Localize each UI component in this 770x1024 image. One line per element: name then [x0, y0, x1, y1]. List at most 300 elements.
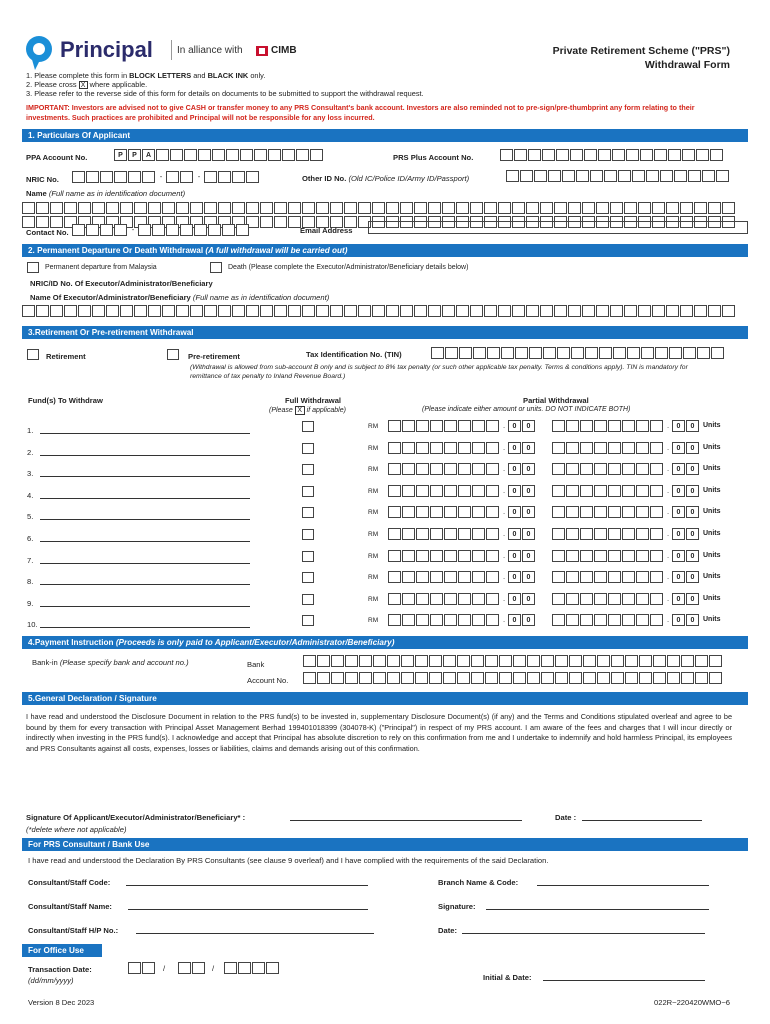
tin-char[interactable] — [627, 347, 640, 359]
unit-digit[interactable] — [636, 485, 649, 497]
amount-digit[interactable] — [416, 528, 429, 540]
other-id-char[interactable] — [562, 170, 575, 182]
ppa-digit[interactable] — [254, 149, 267, 161]
name-char[interactable] — [638, 202, 651, 214]
full-withdrawal-checkbox[interactable] — [302, 594, 314, 605]
name-char[interactable] — [36, 216, 49, 228]
amount-digit[interactable] — [402, 528, 415, 540]
bank-char[interactable] — [345, 655, 358, 667]
amount-digit[interactable] — [458, 593, 471, 605]
prs-plus-account-boxes[interactable] — [500, 149, 724, 161]
unit-digit[interactable] — [594, 485, 607, 497]
exec-name-char[interactable] — [288, 305, 301, 317]
unit-digit[interactable] — [622, 420, 635, 432]
bank-char[interactable] — [387, 655, 400, 667]
units-boxes[interactable] — [552, 528, 721, 540]
unit-digit[interactable] — [622, 614, 635, 626]
amount-digit[interactable] — [458, 550, 471, 562]
account-char[interactable] — [429, 672, 442, 684]
amount-digit[interactable] — [402, 485, 415, 497]
other-id-char[interactable] — [520, 170, 533, 182]
contact-digit[interactable] — [222, 224, 235, 236]
unit-digit[interactable] — [580, 506, 593, 518]
tin-char[interactable] — [697, 347, 710, 359]
unit-digit[interactable] — [636, 593, 649, 605]
bank-char[interactable] — [583, 655, 596, 667]
contact-digit[interactable] — [114, 224, 127, 236]
name-char[interactable] — [22, 202, 35, 214]
exec-name-char[interactable] — [554, 305, 567, 317]
unit-digit[interactable] — [622, 593, 635, 605]
unit-digit[interactable] — [594, 420, 607, 432]
name-char[interactable] — [134, 202, 147, 214]
name-char[interactable] — [372, 202, 385, 214]
contact-digit[interactable] — [138, 224, 151, 236]
nric-boxes[interactable] — [72, 171, 260, 183]
tin-char[interactable] — [571, 347, 584, 359]
name-char[interactable] — [414, 202, 427, 214]
account-char[interactable] — [345, 672, 358, 684]
account-char[interactable] — [443, 672, 456, 684]
amount-digit[interactable] — [458, 463, 471, 475]
unit-digit[interactable] — [552, 485, 565, 497]
account-char[interactable] — [303, 672, 316, 684]
exec-name-char[interactable] — [680, 305, 693, 317]
bank-char[interactable] — [681, 655, 694, 667]
ppa-digit[interactable] — [156, 149, 169, 161]
full-withdrawal-checkbox[interactable] — [302, 551, 314, 562]
other-id-char[interactable] — [660, 170, 673, 182]
name-char[interactable] — [526, 202, 539, 214]
amount-digit[interactable] — [486, 550, 499, 562]
amount-digit[interactable] — [458, 571, 471, 583]
prs-digit[interactable] — [528, 149, 541, 161]
unit-digit[interactable] — [552, 550, 565, 562]
other-id-char[interactable] — [590, 170, 603, 182]
name-char[interactable] — [106, 202, 119, 214]
prs-digit[interactable] — [710, 149, 723, 161]
txn-day[interactable] — [142, 962, 155, 974]
units-boxes[interactable] — [552, 593, 721, 605]
tin-char[interactable] — [501, 347, 514, 359]
amount-digit[interactable] — [472, 485, 485, 497]
other-id-char[interactable] — [674, 170, 687, 182]
nric-digit[interactable] — [204, 171, 217, 183]
amount-digit[interactable] — [486, 485, 499, 497]
name-char[interactable] — [260, 216, 273, 228]
signature-line[interactable] — [290, 820, 522, 821]
amount-digit[interactable] — [430, 485, 443, 497]
prs-digit[interactable] — [696, 149, 709, 161]
exec-name-boxes[interactable] — [22, 305, 736, 317]
name-char[interactable] — [666, 202, 679, 214]
tin-char[interactable] — [711, 347, 724, 359]
exec-name-char[interactable] — [540, 305, 553, 317]
contact-digit[interactable] — [152, 224, 165, 236]
exec-name-char[interactable] — [666, 305, 679, 317]
bank-char[interactable] — [401, 655, 414, 667]
amount-boxes[interactable] — [388, 550, 536, 562]
account-char[interactable] — [359, 672, 372, 684]
unit-digit[interactable] — [580, 614, 593, 626]
account-char[interactable] — [401, 672, 414, 684]
amount-digit[interactable] — [472, 463, 485, 475]
exec-name-char[interactable] — [708, 305, 721, 317]
consultant-name-line[interactable] — [128, 909, 368, 910]
unit-digit[interactable] — [552, 614, 565, 626]
unit-digit[interactable] — [608, 614, 621, 626]
txn-year[interactable] — [224, 962, 237, 974]
units-boxes[interactable] — [552, 614, 721, 626]
unit-digit[interactable] — [650, 550, 663, 562]
amount-digit[interactable] — [416, 571, 429, 583]
tin-char[interactable] — [529, 347, 542, 359]
contact-digit[interactable] — [100, 224, 113, 236]
exec-name-char[interactable] — [22, 305, 35, 317]
amount-digit[interactable] — [472, 571, 485, 583]
tin-char[interactable] — [487, 347, 500, 359]
account-char[interactable] — [709, 672, 722, 684]
ppa-digit[interactable] — [240, 149, 253, 161]
fund-name-line[interactable] — [40, 455, 250, 456]
name-char[interactable] — [582, 202, 595, 214]
consultant-hp-line[interactable] — [136, 933, 374, 934]
unit-digit[interactable] — [622, 463, 635, 475]
tin-char[interactable] — [445, 347, 458, 359]
ppa-digit[interactable] — [198, 149, 211, 161]
unit-digit[interactable] — [636, 420, 649, 432]
unit-digit[interactable] — [622, 571, 635, 583]
bank-char[interactable] — [611, 655, 624, 667]
name-char[interactable] — [428, 202, 441, 214]
unit-digit[interactable] — [608, 571, 621, 583]
exec-name-char[interactable] — [358, 305, 371, 317]
units-boxes[interactable] — [552, 506, 721, 518]
name-boxes-row1[interactable] — [22, 202, 736, 214]
exec-name-char[interactable] — [638, 305, 651, 317]
exec-name-char[interactable] — [92, 305, 105, 317]
amount-digit[interactable] — [444, 420, 457, 432]
unit-digit[interactable] — [622, 506, 635, 518]
account-char[interactable] — [485, 672, 498, 684]
amount-digit[interactable] — [472, 550, 485, 562]
exec-name-char[interactable] — [274, 305, 287, 317]
prs-digit[interactable] — [626, 149, 639, 161]
amount-digit[interactable] — [430, 506, 443, 518]
exec-name-char[interactable] — [148, 305, 161, 317]
fund-name-line[interactable] — [40, 627, 250, 628]
prs-digit[interactable] — [612, 149, 625, 161]
account-char[interactable] — [317, 672, 330, 684]
amount-digit[interactable] — [388, 420, 401, 432]
name-char[interactable] — [470, 202, 483, 214]
unit-digit[interactable] — [622, 442, 635, 454]
amount-digit[interactable] — [444, 593, 457, 605]
amount-boxes[interactable] — [388, 571, 536, 583]
nric-digit[interactable] — [114, 171, 127, 183]
exec-name-char[interactable] — [330, 305, 343, 317]
account-char[interactable] — [513, 672, 526, 684]
exec-name-char[interactable] — [694, 305, 707, 317]
exec-name-char[interactable] — [652, 305, 665, 317]
exec-name-char[interactable] — [120, 305, 133, 317]
unit-digit[interactable] — [650, 528, 663, 540]
amount-digit[interactable] — [388, 485, 401, 497]
amount-digit[interactable] — [458, 442, 471, 454]
unit-digit[interactable] — [580, 550, 593, 562]
fund-name-line[interactable] — [40, 584, 250, 585]
unit-digit[interactable] — [580, 571, 593, 583]
account-char[interactable] — [597, 672, 610, 684]
unit-digit[interactable] — [608, 528, 621, 540]
unit-digit[interactable] — [608, 485, 621, 497]
amount-digit[interactable] — [486, 506, 499, 518]
nric-digit[interactable] — [86, 171, 99, 183]
txn-year[interactable] — [252, 962, 265, 974]
unit-digit[interactable] — [566, 528, 579, 540]
ppa-digit[interactable] — [268, 149, 281, 161]
bank-char[interactable] — [415, 655, 428, 667]
units-boxes[interactable] — [552, 485, 721, 497]
account-char[interactable] — [667, 672, 680, 684]
exec-name-char[interactable] — [470, 305, 483, 317]
bank-char[interactable] — [625, 655, 638, 667]
name-char[interactable] — [456, 202, 469, 214]
unit-digit[interactable] — [552, 463, 565, 475]
unit-digit[interactable] — [566, 571, 579, 583]
unit-digit[interactable] — [650, 420, 663, 432]
amount-digit[interactable] — [486, 420, 499, 432]
name-char[interactable] — [246, 202, 259, 214]
amount-boxes[interactable] — [388, 463, 536, 475]
unit-digit[interactable] — [622, 550, 635, 562]
name-char[interactable] — [50, 202, 63, 214]
unit-digit[interactable] — [566, 420, 579, 432]
amount-digit[interactable] — [458, 528, 471, 540]
unit-digit[interactable] — [594, 506, 607, 518]
unit-digit[interactable] — [608, 550, 621, 562]
exec-name-char[interactable] — [190, 305, 203, 317]
contact-digit[interactable] — [194, 224, 207, 236]
unit-digit[interactable] — [566, 506, 579, 518]
amount-boxes[interactable] — [388, 528, 536, 540]
prs-digit[interactable] — [668, 149, 681, 161]
branch-line[interactable] — [537, 885, 709, 886]
amount-digit[interactable] — [416, 420, 429, 432]
other-id-char[interactable] — [646, 170, 659, 182]
prs-digit[interactable] — [500, 149, 513, 161]
exec-name-char[interactable] — [162, 305, 175, 317]
amount-digit[interactable] — [486, 463, 499, 475]
fund-name-line[interactable] — [40, 606, 250, 607]
amount-digit[interactable] — [388, 550, 401, 562]
bank-char[interactable] — [485, 655, 498, 667]
account-char[interactable] — [527, 672, 540, 684]
tin-char[interactable] — [459, 347, 472, 359]
amount-digit[interactable] — [430, 571, 443, 583]
amount-digit[interactable] — [444, 550, 457, 562]
unit-digit[interactable] — [552, 420, 565, 432]
bank-char[interactable] — [555, 655, 568, 667]
amount-digit[interactable] — [388, 528, 401, 540]
consultant-date-line[interactable] — [462, 933, 705, 934]
txn-day[interactable] — [128, 962, 141, 974]
full-withdrawal-checkbox[interactable] — [302, 464, 314, 475]
bank-char[interactable] — [471, 655, 484, 667]
unit-digit[interactable] — [594, 528, 607, 540]
unit-digit[interactable] — [580, 485, 593, 497]
bank-char[interactable] — [443, 655, 456, 667]
units-boxes[interactable] — [552, 442, 721, 454]
prs-digit[interactable] — [640, 149, 653, 161]
name-char[interactable] — [652, 202, 665, 214]
name-char[interactable] — [64, 202, 77, 214]
txn-day-boxes[interactable] — [128, 962, 156, 974]
nric-digit[interactable] — [128, 171, 141, 183]
amount-digit[interactable] — [486, 442, 499, 454]
name-char[interactable] — [442, 202, 455, 214]
amount-digit[interactable] — [388, 593, 401, 605]
unit-digit[interactable] — [608, 506, 621, 518]
other-id-boxes[interactable] — [506, 170, 730, 182]
name-char[interactable] — [148, 202, 161, 214]
fund-name-line[interactable] — [40, 498, 250, 499]
amount-digit[interactable] — [486, 614, 499, 626]
unit-digit[interactable] — [636, 506, 649, 518]
bank-char[interactable] — [457, 655, 470, 667]
units-boxes[interactable] — [552, 550, 721, 562]
email-input[interactable] — [368, 221, 748, 234]
other-id-char[interactable] — [618, 170, 631, 182]
name-char[interactable] — [302, 202, 315, 214]
txn-month[interactable] — [192, 962, 205, 974]
tin-char[interactable] — [599, 347, 612, 359]
amount-digit[interactable] — [486, 593, 499, 605]
txn-year[interactable] — [238, 962, 251, 974]
exec-name-char[interactable] — [386, 305, 399, 317]
unit-digit[interactable] — [566, 593, 579, 605]
amount-boxes[interactable] — [388, 506, 536, 518]
permanent-departure-checkbox[interactable] — [27, 262, 39, 273]
amount-digit[interactable] — [430, 442, 443, 454]
name-char[interactable] — [232, 202, 245, 214]
exec-name-char[interactable] — [260, 305, 273, 317]
prs-digit[interactable] — [598, 149, 611, 161]
unit-digit[interactable] — [636, 463, 649, 475]
bank-char[interactable] — [569, 655, 582, 667]
amount-digit[interactable] — [444, 571, 457, 583]
name-char[interactable] — [274, 216, 287, 228]
amount-digit[interactable] — [458, 485, 471, 497]
amount-digit[interactable] — [472, 528, 485, 540]
contact-digit[interactable] — [180, 224, 193, 236]
unit-digit[interactable] — [650, 463, 663, 475]
txn-year-boxes[interactable] — [224, 962, 280, 974]
name-char[interactable] — [400, 202, 413, 214]
prs-digit[interactable] — [682, 149, 695, 161]
tin-char[interactable] — [683, 347, 696, 359]
unit-digit[interactable] — [580, 420, 593, 432]
amount-digit[interactable] — [402, 571, 415, 583]
unit-digit[interactable] — [580, 442, 593, 454]
amount-digit[interactable] — [402, 442, 415, 454]
name-char[interactable] — [50, 216, 63, 228]
amount-digit[interactable] — [416, 550, 429, 562]
amount-digit[interactable] — [388, 571, 401, 583]
unit-digit[interactable] — [636, 442, 649, 454]
exec-name-char[interactable] — [512, 305, 525, 317]
amount-digit[interactable] — [444, 442, 457, 454]
contact-boxes[interactable] — [72, 224, 250, 236]
unit-digit[interactable] — [636, 571, 649, 583]
name-char[interactable] — [344, 202, 357, 214]
prs-digit[interactable] — [654, 149, 667, 161]
name-char[interactable] — [218, 202, 231, 214]
other-id-char[interactable] — [702, 170, 715, 182]
unit-digit[interactable] — [594, 593, 607, 605]
exec-name-char[interactable] — [36, 305, 49, 317]
amount-digit[interactable] — [430, 420, 443, 432]
tin-char[interactable] — [557, 347, 570, 359]
fund-name-line[interactable] — [40, 563, 250, 564]
exec-name-char[interactable] — [722, 305, 735, 317]
unit-digit[interactable] — [650, 506, 663, 518]
account-char[interactable] — [611, 672, 624, 684]
exec-name-char[interactable] — [526, 305, 539, 317]
exec-name-char[interactable] — [624, 305, 637, 317]
name-char[interactable] — [260, 202, 273, 214]
amount-digit[interactable] — [472, 442, 485, 454]
unit-digit[interactable] — [580, 463, 593, 475]
account-char[interactable] — [695, 672, 708, 684]
amount-digit[interactable] — [388, 614, 401, 626]
tin-char[interactable] — [431, 347, 444, 359]
consultant-signature-line[interactable] — [486, 909, 709, 910]
fund-name-line[interactable] — [40, 476, 250, 477]
nric-digit[interactable] — [72, 171, 85, 183]
contact-digit[interactable] — [208, 224, 221, 236]
name-char[interactable] — [22, 216, 35, 228]
contact-digit[interactable] — [86, 224, 99, 236]
exec-name-char[interactable] — [50, 305, 63, 317]
bank-char[interactable] — [513, 655, 526, 667]
unit-digit[interactable] — [552, 593, 565, 605]
unit-digit[interactable] — [608, 593, 621, 605]
amount-digit[interactable] — [388, 442, 401, 454]
full-withdrawal-checkbox[interactable] — [302, 507, 314, 518]
name-char[interactable] — [624, 202, 637, 214]
nric-digit[interactable] — [180, 171, 193, 183]
amount-digit[interactable] — [402, 593, 415, 605]
account-char[interactable] — [471, 672, 484, 684]
name-char[interactable] — [610, 202, 623, 214]
bank-boxes[interactable] — [303, 655, 723, 667]
unit-digit[interactable] — [552, 571, 565, 583]
unit-digit[interactable] — [608, 442, 621, 454]
name-char[interactable] — [176, 202, 189, 214]
bank-char[interactable] — [695, 655, 708, 667]
unit-digit[interactable] — [594, 442, 607, 454]
amount-digit[interactable] — [472, 614, 485, 626]
other-id-char[interactable] — [548, 170, 561, 182]
amount-digit[interactable] — [416, 506, 429, 518]
bank-char[interactable] — [527, 655, 540, 667]
exec-name-char[interactable] — [204, 305, 217, 317]
consultant-code-line[interactable] — [126, 885, 368, 886]
name-char[interactable] — [498, 202, 511, 214]
account-char[interactable] — [625, 672, 638, 684]
amount-digit[interactable] — [430, 614, 443, 626]
